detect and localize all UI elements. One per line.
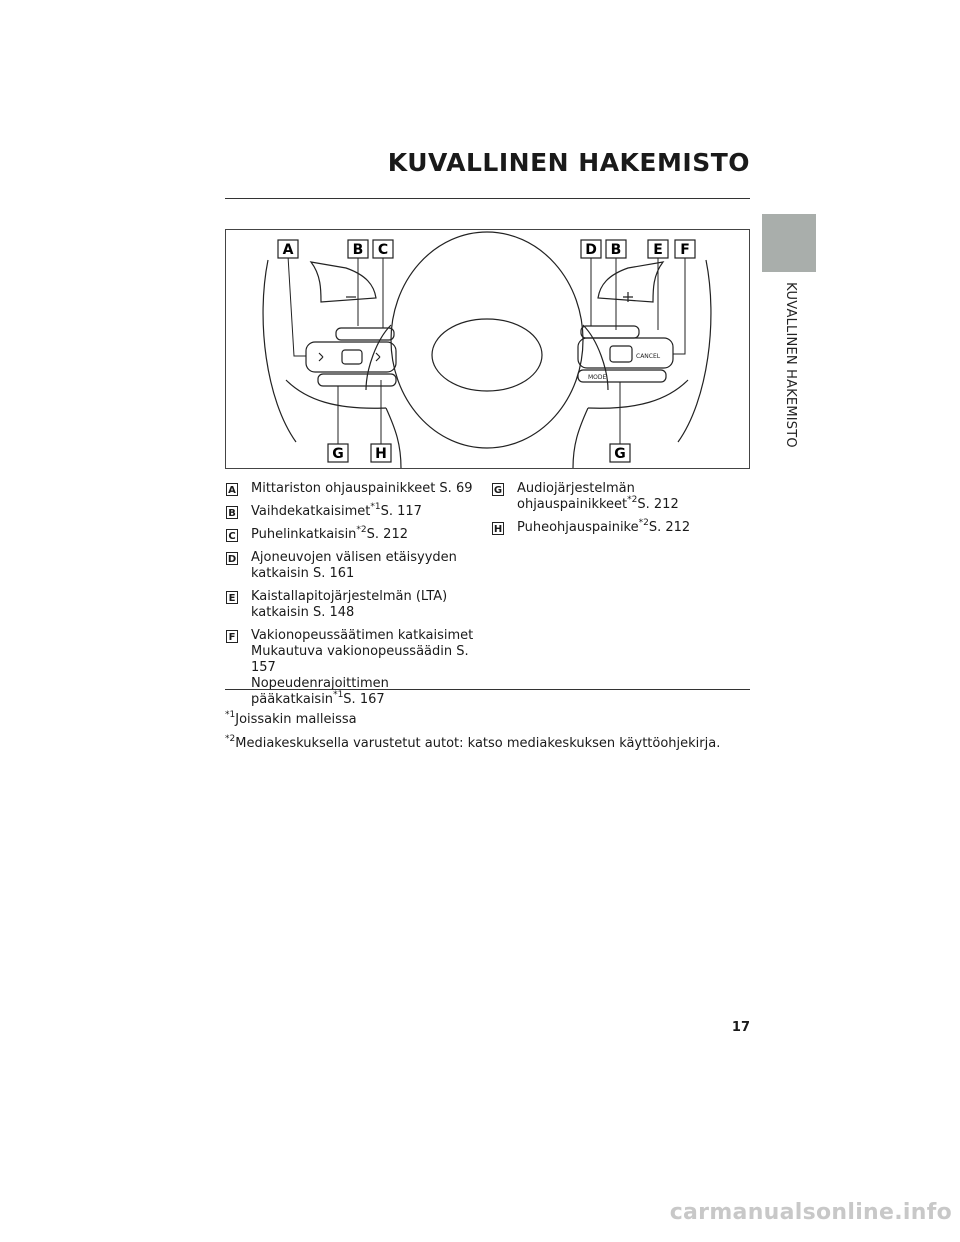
legend-text: Ajoneuvojen välisen etäisyyden <box>251 550 457 565</box>
legend-text: Vakionopeussäätimen katkaisimet <box>251 628 474 643</box>
legend-text: Mittariston ohjauspainikkeet S. 69 <box>251 481 473 496</box>
cancel-label: CANCEL <box>636 353 661 360</box>
legend-item-f <box>225 628 495 708</box>
legend-item-g <box>491 481 751 513</box>
callout-d: D <box>585 242 597 258</box>
page-title: KUVALLINEN HAKEMISTO <box>387 148 750 177</box>
legend-rule <box>225 689 750 690</box>
legend-text: Nopeudenrajoittimen <box>251 676 389 691</box>
page-ref: S. 117 <box>380 504 422 519</box>
legend-key: G <box>493 485 503 496</box>
header-rule <box>225 198 750 199</box>
footnote-ref: *2 <box>356 524 367 535</box>
callout-a: A <box>282 242 294 258</box>
steering-wheel-figure <box>225 229 750 469</box>
legend-text: Puheohjauspainike <box>517 520 639 535</box>
page-ref: S. 212 <box>637 497 679 512</box>
section-tab <box>762 214 816 272</box>
mode-label: MODE <box>588 374 607 381</box>
legend-left-column <box>225 481 495 715</box>
callout-g-right: G <box>614 446 626 462</box>
legend-text: Mukautuva vakionopeussäädin S. 157 <box>251 644 469 675</box>
legend-key: B <box>226 506 238 519</box>
legend-item-h <box>491 517 751 536</box>
legend-key: C <box>226 529 238 542</box>
legend-key: A <box>226 483 238 496</box>
legend-key: H <box>493 524 503 535</box>
steering-wheel-illustration <box>226 230 749 468</box>
legend-item-e <box>225 589 495 621</box>
callout-c: C <box>377 242 389 258</box>
footnote-ref: *2 <box>638 517 649 528</box>
footnote-2 <box>225 733 721 751</box>
callout-h: H <box>375 446 387 462</box>
page-ref: S. 212 <box>366 527 408 542</box>
legend-right-column <box>491 481 751 543</box>
page-ref: S. 212 <box>648 520 691 535</box>
page-number: 17 <box>731 1020 750 1035</box>
legend-key: F <box>226 630 238 643</box>
callout-g: G <box>332 446 344 462</box>
legend-text: katkaisin S. 148 <box>251 605 355 620</box>
legend-text: Audiojärjestelmän <box>517 481 635 496</box>
legend-text: Vaihdekatkaisimet <box>251 504 371 519</box>
footnote-ref: *1 <box>370 501 381 512</box>
callout-b: B <box>352 242 364 258</box>
footnote-ref: *2 <box>627 494 638 505</box>
footnote-text: Mediakeskuksella varustetut autot: katso mediakeskuksen käyttöohjekirja. <box>235 736 721 751</box>
legend-key: E <box>226 591 238 604</box>
legend-text: Kaistallapitojärjestelmän (LTA) <box>251 589 448 604</box>
legend-item-a <box>225 481 495 497</box>
legend-text: ohjauspainikkeet <box>517 497 628 512</box>
footnote-mark: *1 <box>225 709 236 720</box>
watermark: carmanualsonline.info <box>669 1200 952 1225</box>
legend-text: katkaisin S. 161 <box>251 566 355 581</box>
footnote-mark: *2 <box>225 733 236 744</box>
footnote-ref: *1 <box>333 689 344 700</box>
section-tab-label: KUVALLINEN HAKEMISTO <box>783 282 798 448</box>
legend-text: Puhelinkatkaisin <box>251 527 357 542</box>
page-ref: S. 167 <box>343 692 385 707</box>
legend-text: pääkatkaisin <box>251 692 334 707</box>
footnote-text: Joissakin malleissa <box>235 712 357 727</box>
legend-item-b <box>225 501 495 520</box>
footnote-1 <box>225 709 357 727</box>
legend-item-c <box>225 524 495 543</box>
callout-e: E <box>653 242 663 258</box>
callout-b-right: B <box>610 242 622 258</box>
legend-key: D <box>227 554 237 565</box>
callout-f: F <box>680 242 690 258</box>
legend-item-d <box>225 550 495 582</box>
